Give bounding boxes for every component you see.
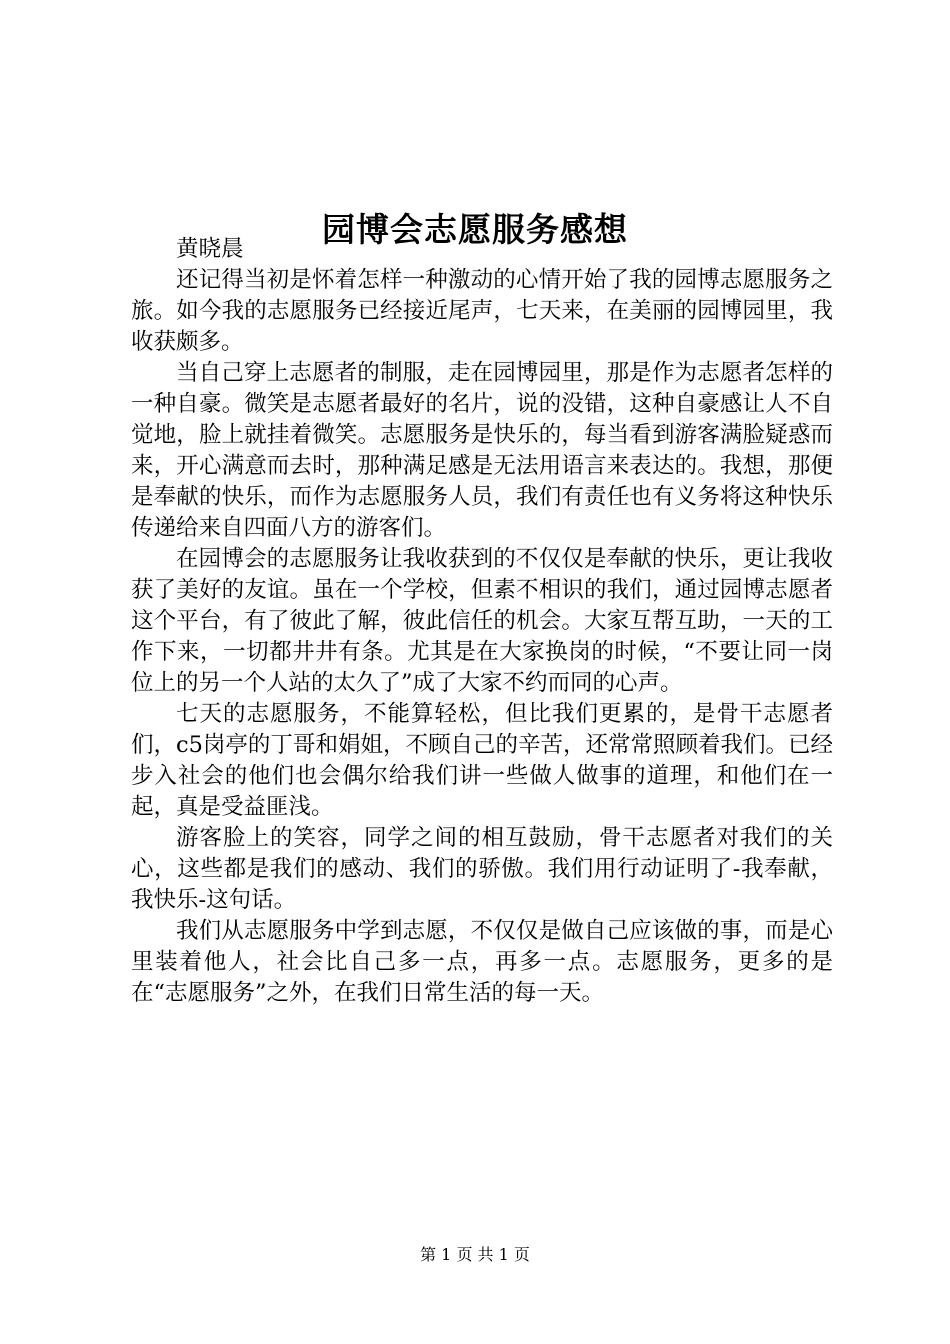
page-number-footer: 第 1 页 共 1 页 bbox=[420, 1245, 530, 1264]
paragraph-6: 我们从志愿服务中学到志愿，不仅仅是做自己应该做的事，而是心里装着他人，社会比自己多一点，再多一点。志愿服务，更多的是在“志愿服务”之外，在我们日常生活的每一天。 bbox=[131, 918, 833, 1006]
author-name: 黄晓晨 bbox=[176, 236, 244, 262]
paragraph-4: 七天的志愿服务，不能算轻松，但比我们更累的，是骨干志愿者们，c5岗亭的丁哥和娟姐，不顾自己的辛苦，还常常照顾着我们。已经步入社会的他们也会偶尔给我们讲一些做人做事的道理，和他们在一起，真是受益匪浅。 bbox=[131, 701, 833, 820]
paragraph-1: 还记得当初是怀着怎样一种激动的心情开始了我的园博志愿服务之旅。如今我的志愿服务已经接近尾声，七天来，在美丽的园博园里，我收获颇多。 bbox=[131, 267, 833, 355]
paragraph-5: 游客脸上的笑容，同学之间的相互鼓励，骨干志愿者对我们的关心，这些都是我们的感动、我们的骄傲。我们用行动证明了-我奉献，我快乐-这句话。 bbox=[131, 825, 833, 913]
document-title: 园博会志愿服务感想 bbox=[322, 210, 628, 250]
document-body bbox=[131, 234, 833, 1009]
paragraph-2: 当自己穿上志愿者的制服，走在园博园里，那是作为志愿者怎样的一种自豪。微笑是志愿者最好的名片，说的没错，这种自豪感让人不自觉地，脸上就挂着微笑。志愿服务是快乐的，每当看到游客满脸疑惑而来，开心满意而去时，那种满足感是无法用语言来表达的。我想，那便是奉献的快乐，而作为志愿服务人员，我们有责任也有义务将这种快乐传递给来自四面八方的游客们。 bbox=[131, 360, 833, 541]
paragraph-3: 在园博会的志愿服务让我收获到的不仅仅是奉献的快乐，更让我收获了美好的友谊。虽在一个学校，但素不相识的我们，通过园博志愿者这个平台，有了彼此了解，彼此信任的机会。大家互帮互助，一天的工作下来，一切都井井有条。尤其是在大家换岗的时候，“不要让同一岗位上的另一个人站的太久了”成了大家不约而同的心声。 bbox=[131, 546, 833, 696]
